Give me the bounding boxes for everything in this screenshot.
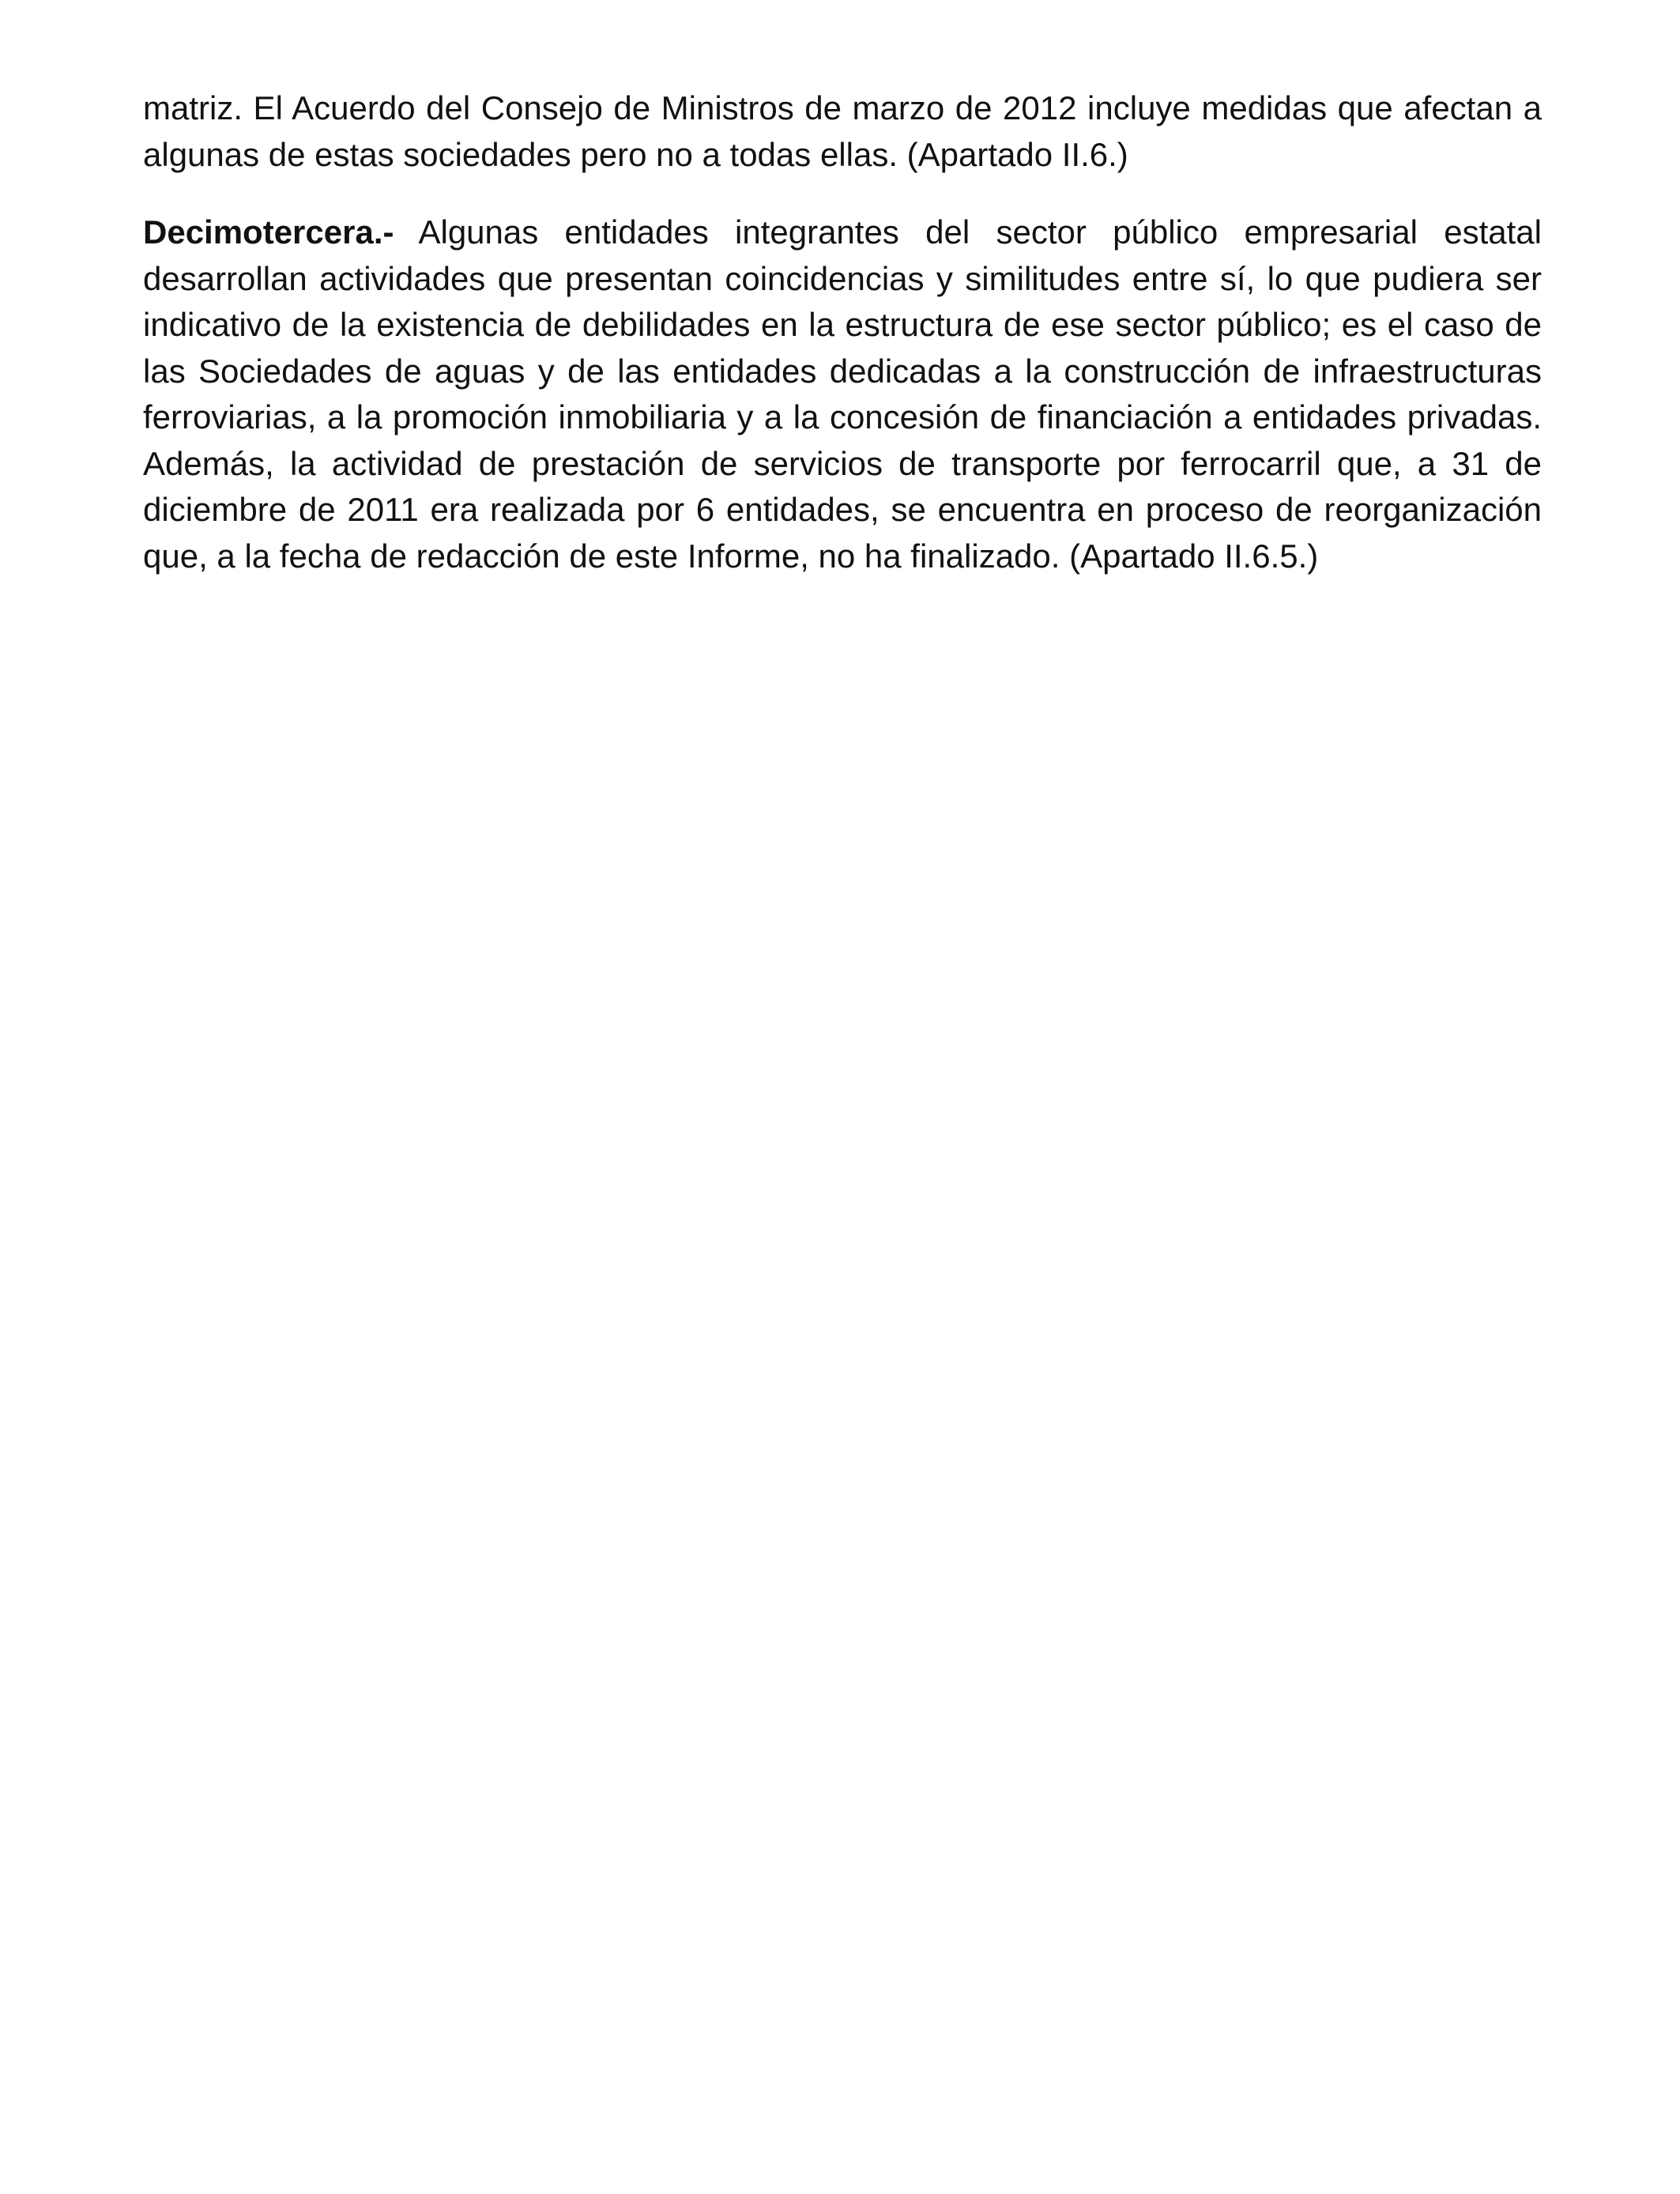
document-page (143, 85, 1542, 579)
paragraph-continuation (143, 85, 1542, 178)
paragraph-heading: Decimotercera.- (143, 213, 394, 251)
paragraph-text: Algunas entidades integrantes del sector público empresarial estatal desarrollan actividades que presentan coincidencias y similitudes entre sí, lo que pudiera ser indicativo de la existencia de debilidades en la estructura de ese sector público; es el caso de las Sociedades de aguas y de las entidades dedicadas a la construcción de infraestructuras ferroviarias, a la promoción inmobiliaria y a la concesión de financiación a entidades privadas. Además, la actividad de prestación de servicios de transporte por ferrocarril que, a 31 de diciembre de 2011 era realizada por 6 entidades, se encuentra en proceso de reorganización que, a la fecha de redacción de este Informe, no ha finalizado. (Apartado II.6.5.) (143, 213, 1542, 575)
paragraph-text: matriz. El Acuerdo del Consejo de Ministros de marzo de 2012 incluye medidas que afectan a algunas de estas sociedades pero no a todas ellas. (Apartado II.6.) (143, 89, 1542, 173)
paragraph-decimotercera (143, 209, 1542, 579)
